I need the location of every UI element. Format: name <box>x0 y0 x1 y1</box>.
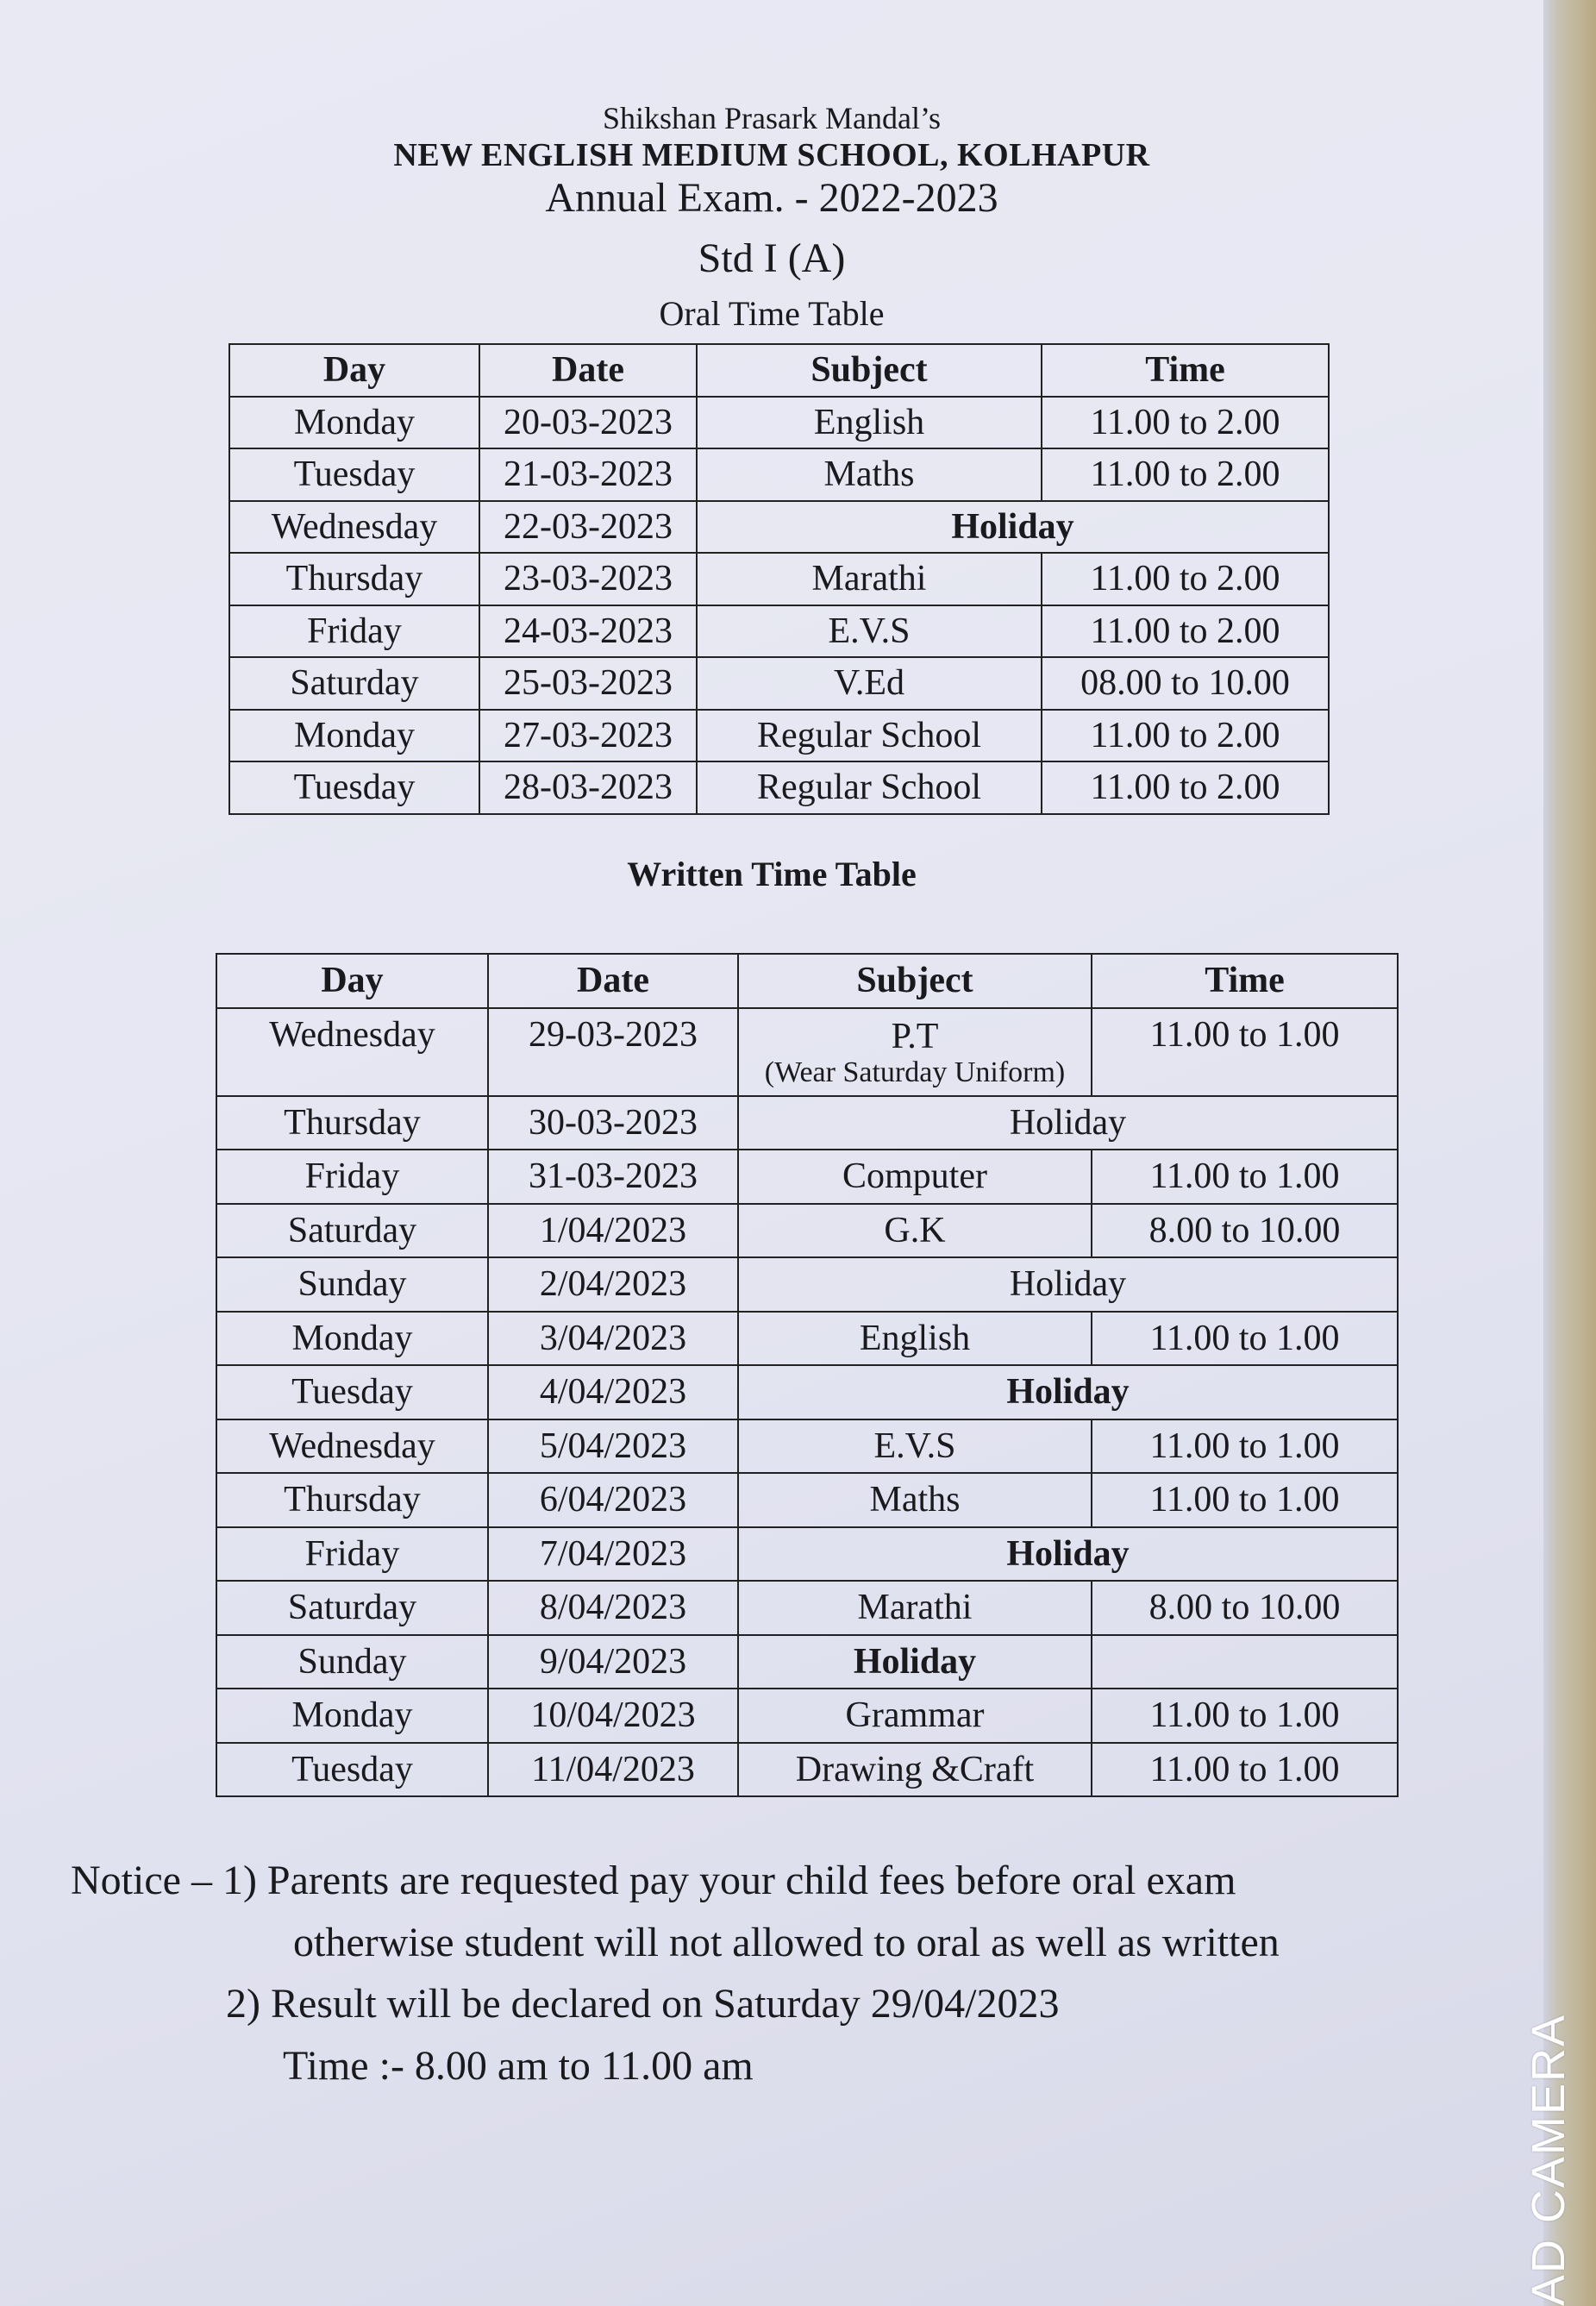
table-row <box>229 397 1329 449</box>
day-cell: Tuesday <box>229 448 479 501</box>
written-table-title: Written Time Table <box>627 855 917 893</box>
subject-cell: Regular School <box>697 710 1042 762</box>
subject-cell: Computer <box>738 1150 1092 1204</box>
time-cell: 11.00 to 1.00 <box>1092 1689 1398 1743</box>
subject-cell: Marathi <box>738 1581 1092 1635</box>
table-row <box>216 1581 1398 1635</box>
table-row <box>216 1312 1398 1366</box>
time-cell: 8.00 to 10.00 <box>1092 1581 1398 1635</box>
subject-cell: V.Ed <box>697 657 1042 710</box>
table-row <box>216 1096 1398 1150</box>
table-row <box>229 448 1329 501</box>
subject-cell <box>738 1008 1092 1096</box>
date-cell: 20-03-2023 <box>479 397 697 449</box>
school-name: NEW ENGLISH MEDIUM SCHOOL, KOLHAPUR <box>393 137 1150 173</box>
day-cell: Wednesday <box>229 501 479 554</box>
day-cell: Thursday <box>216 1096 488 1150</box>
date-cell: 11/04/2023 <box>488 1743 738 1797</box>
subject-text: P.T <box>891 1016 939 1056</box>
oral-table-title: Oral Time Table <box>659 294 885 333</box>
time-cell: 11.00 to 2.00 <box>1042 710 1329 762</box>
day-cell: Monday <box>229 710 479 762</box>
table-row <box>216 1419 1398 1474</box>
table-row <box>216 1257 1398 1312</box>
day-cell: Tuesday <box>229 761 479 814</box>
table-row <box>229 761 1329 814</box>
date-cell: 2/04/2023 <box>488 1257 738 1312</box>
holiday-cell: Holiday <box>697 501 1329 554</box>
table-row <box>216 1150 1398 1204</box>
time-cell: 11.00 to 1.00 <box>1092 1743 1398 1797</box>
table-row <box>216 1008 1398 1096</box>
oral-time-table <box>228 343 1330 815</box>
subject-cell: Regular School <box>697 761 1042 814</box>
subject-cell: Maths <box>738 1473 1092 1527</box>
column-header-date: Date <box>479 344 697 397</box>
date-cell: 1/04/2023 <box>488 1204 738 1258</box>
day-cell: Tuesday <box>216 1365 488 1419</box>
time-cell: 11.00 to 2.00 <box>1042 397 1329 449</box>
column-header-subject: Subject <box>738 954 1092 1008</box>
date-cell: 21-03-2023 <box>479 448 697 501</box>
date-cell: 23-03-2023 <box>479 553 697 605</box>
date-cell: 31-03-2023 <box>488 1150 738 1204</box>
day-cell: Friday <box>229 605 479 658</box>
notice-line-2: 2) Result will be declared on Saturday 29/04/2023 <box>226 1981 1060 2027</box>
time-cell: 11.00 to 2.00 <box>1042 761 1329 814</box>
column-header-time: Time <box>1042 344 1329 397</box>
subject-cell: Holiday <box>738 1635 1092 1689</box>
date-cell: 4/04/2023 <box>488 1365 738 1419</box>
day-cell: Thursday <box>216 1473 488 1527</box>
column-header-day: Day <box>216 954 488 1008</box>
day-cell: Friday <box>216 1150 488 1204</box>
subject-cell: E.V.S <box>738 1419 1092 1474</box>
day-cell: Wednesday <box>216 1008 488 1096</box>
notice-line-2-time: Time :- 8.00 am to 11.00 am <box>283 2043 754 2089</box>
table-row <box>229 553 1329 605</box>
time-cell: 11.00 to 1.00 <box>1092 1150 1398 1204</box>
date-cell: 8/04/2023 <box>488 1581 738 1635</box>
date-cell: 29-03-2023 <box>488 1008 738 1096</box>
day-cell: Saturday <box>216 1581 488 1635</box>
column-header-day: Day <box>229 344 479 397</box>
written-time-table <box>216 953 1399 1797</box>
table-row <box>229 605 1329 658</box>
table-row <box>229 501 1329 554</box>
date-cell: 6/04/2023 <box>488 1473 738 1527</box>
day-cell: Sunday <box>216 1635 488 1689</box>
table-row <box>216 1743 1398 1797</box>
holiday-cell: Holiday <box>738 1527 1398 1582</box>
subject-note: (Wear Saturday Uniform) <box>764 1056 1066 1088</box>
date-cell: 25-03-2023 <box>479 657 697 710</box>
exam-title: Annual Exam. - 2022-2023 <box>545 175 998 221</box>
date-cell: 22-03-2023 <box>479 501 697 554</box>
day-cell: Friday <box>216 1527 488 1582</box>
column-header-subject: Subject <box>697 344 1042 397</box>
subject-cell: G.K <box>738 1204 1092 1258</box>
day-cell: Thursday <box>229 553 479 605</box>
time-cell: 11.00 to 1.00 <box>1092 1312 1398 1366</box>
table-row <box>229 657 1329 710</box>
subject-cell: English <box>738 1312 1092 1366</box>
column-header-date: Date <box>488 954 738 1008</box>
table-row <box>216 1689 1398 1743</box>
standard-label: Std I (A) <box>698 235 846 281</box>
subject-cell: E.V.S <box>697 605 1042 658</box>
day-cell: Tuesday <box>216 1743 488 1797</box>
notice-line-1-continued: otherwise student will not allowed to oral as well as written <box>293 1920 1280 1965</box>
holiday-cell: Holiday <box>738 1365 1398 1419</box>
mandal-name: Shikshan Prasark Mandal’s <box>603 101 941 135</box>
time-cell: 08.00 to 10.00 <box>1042 657 1329 710</box>
table-row <box>216 1635 1398 1689</box>
holiday-cell: Holiday <box>738 1257 1398 1312</box>
date-cell: 5/04/2023 <box>488 1419 738 1474</box>
table-row <box>216 1365 1398 1419</box>
table-row <box>216 1204 1398 1258</box>
table-row <box>216 1527 1398 1582</box>
column-header-time: Time <box>1092 954 1398 1008</box>
subject-cell: Grammar <box>738 1689 1092 1743</box>
time-cell: 11.00 to 2.00 <box>1042 605 1329 658</box>
time-cell: 8.00 to 10.00 <box>1092 1204 1398 1258</box>
subject-cell: Marathi <box>697 553 1042 605</box>
table-row <box>229 710 1329 762</box>
day-cell: Saturday <box>216 1204 488 1258</box>
date-cell: 30-03-2023 <box>488 1096 738 1150</box>
paper-edge <box>1543 0 1596 2306</box>
time-cell: 11.00 to 1.00 <box>1092 1473 1398 1527</box>
day-cell: Monday <box>216 1312 488 1366</box>
date-cell: 10/04/2023 <box>488 1689 738 1743</box>
date-cell: 28-03-2023 <box>479 761 697 814</box>
time-cell: 11.00 to 2.00 <box>1042 553 1329 605</box>
subject-cell: Drawing &Craft <box>738 1743 1092 1797</box>
date-cell: 9/04/2023 <box>488 1635 738 1689</box>
date-cell: 24-03-2023 <box>479 605 697 658</box>
notice-line-1: Notice – 1) Parents are requested pay your child fees before oral exam <box>71 1858 1236 1903</box>
day-cell: Wednesday <box>216 1419 488 1474</box>
subject-cell: Maths <box>697 448 1042 501</box>
date-cell: 27-03-2023 <box>479 710 697 762</box>
time-cell: 11.00 to 2.00 <box>1042 448 1329 501</box>
time-cell <box>1092 1635 1398 1689</box>
day-cell: Saturday <box>229 657 479 710</box>
camera-watermark: AD CAMERA <box>1523 2013 1574 2306</box>
day-cell: Monday <box>216 1689 488 1743</box>
day-cell: Monday <box>229 397 479 449</box>
date-cell: 7/04/2023 <box>488 1527 738 1582</box>
time-cell: 11.00 to 1.00 <box>1092 1008 1398 1096</box>
subject-cell: English <box>697 397 1042 449</box>
date-cell: 3/04/2023 <box>488 1312 738 1366</box>
holiday-cell: Holiday <box>738 1096 1398 1150</box>
table-row <box>216 1473 1398 1527</box>
time-cell: 11.00 to 1.00 <box>1092 1419 1398 1474</box>
day-cell: Sunday <box>216 1257 488 1312</box>
